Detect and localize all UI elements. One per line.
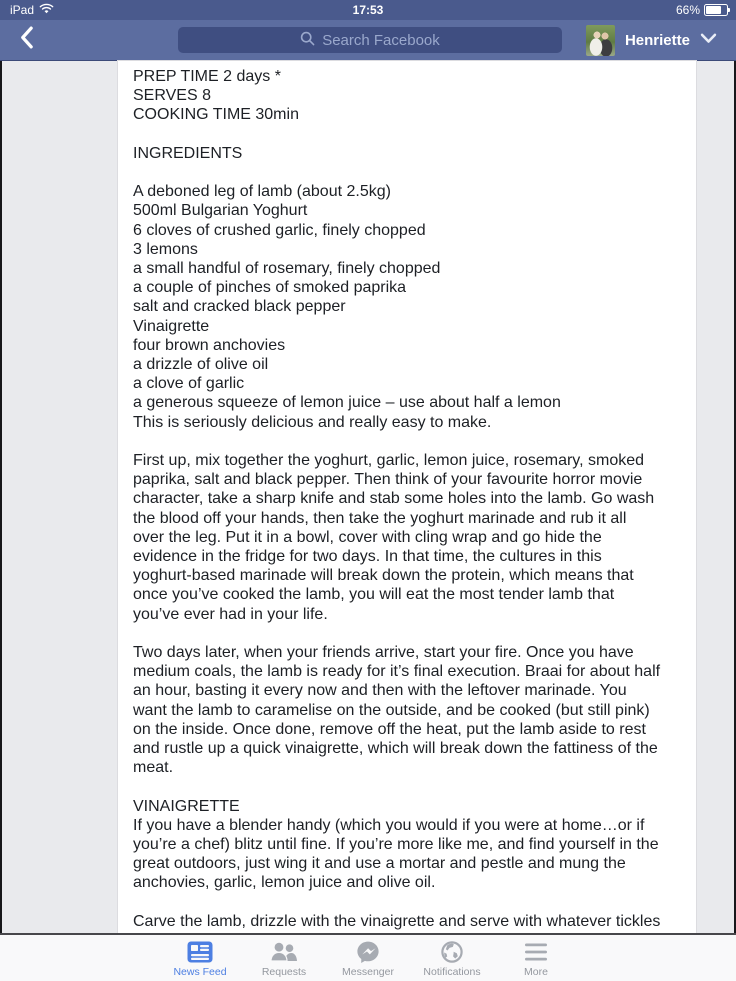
text-line: and rustle up a quick vinaigrette, which will break down the fattiness of the <box>133 740 658 758</box>
text-line: a couple of pinches of smoked paprika <box>133 279 407 297</box>
search-placeholder: Search Facebook <box>322 31 440 49</box>
paragraph <box>133 144 682 163</box>
text-line: COOKING TIME 30min <box>133 106 299 124</box>
battery-percent: 66% <box>675 3 700 17</box>
text-line: a clove of garlic <box>133 375 245 393</box>
text-line: the blood off your hands, then take the yoghurt marinade and rub it all <box>133 509 627 527</box>
text-line: If you have a blender handy (which you would if you were at home…or if <box>133 816 645 834</box>
text-line: you’ve ever had in your life. <box>133 605 328 623</box>
tab-label: Requests <box>261 966 307 978</box>
text-line: you’re a chef) blitz until fine. If you’re more like me, and find yourself in the <box>133 836 659 854</box>
chevron-down-icon <box>700 31 717 49</box>
clock: 17:53 <box>352 3 384 17</box>
text-line: This is seriously delicious and really easy to make. <box>133 413 492 431</box>
search-input[interactable] <box>178 27 562 53</box>
newsfeed-icon <box>158 940 242 964</box>
tab-requests[interactable] <box>242 940 326 978</box>
text-line: SERVES 8 <box>133 87 211 105</box>
friends-icon <box>242 940 326 964</box>
text-line: A deboned leg of lamb (about 2.5kg) <box>133 183 391 201</box>
globe-icon <box>410 940 494 964</box>
text-line: meat. <box>133 759 174 777</box>
paragraph <box>133 182 682 432</box>
text-line: yoghurt-based marinade will break down the protein, which means that <box>133 567 634 585</box>
text-line: 6 cloves of crushed garlic, finely chopped <box>133 221 426 239</box>
recipe-page[interactable] <box>118 61 696 933</box>
messenger-icon <box>326 940 410 964</box>
text-line: a generous squeeze of lemon juice – use about half a lemon <box>133 394 561 412</box>
hamburger-icon <box>494 940 578 964</box>
profile-menu-button[interactable] <box>694 26 722 54</box>
tab-messenger[interactable] <box>326 940 410 978</box>
paragraph <box>133 451 682 624</box>
text-line: an hour, basting it every now and then with the leftover marinade. You <box>133 682 627 700</box>
avatar <box>586 25 615 56</box>
text-line: great outdoors, just wing it and use a mortar and pestle and mung the <box>133 855 626 873</box>
paragraph <box>133 67 682 125</box>
text-line: want the lamb to caramelise on the outside, and be cooked (but still pink) <box>133 701 650 719</box>
profile-name: Henriette <box>624 31 690 49</box>
text-line: a drizzle of olive oil <box>133 356 269 374</box>
paragraph <box>133 643 682 777</box>
tab-label: More <box>524 966 548 978</box>
text-line: Two days later, when your friends arrive, start your fire. Once you have <box>133 644 634 662</box>
tab-more[interactable] <box>494 940 578 978</box>
text-line: Vinaigrette <box>133 317 210 335</box>
text-line: four brown anchovies <box>133 336 286 354</box>
tab-label: Notifications <box>423 966 481 978</box>
search-icon <box>300 31 315 50</box>
battery-icon <box>704 4 728 16</box>
tab-label: Messenger <box>342 966 394 978</box>
profile-button[interactable] <box>586 20 690 60</box>
photo-left-edge <box>0 61 2 933</box>
text-line: over the leg. Put it in a bowl, cover with cling wrap and go hide the <box>133 528 602 546</box>
text-line: PREP TIME 2 days * <box>133 68 281 85</box>
text-line: on the inside. Once done, remove off the heat, put the lamb aside to rest <box>133 720 646 738</box>
text-line: paprika, salt and black pepper. Then think of your favourite horror movie <box>133 471 643 489</box>
text-line: Carve the lamb, drizzle with the vinaigrette and serve with whatever tickles <box>133 912 661 930</box>
paragraph <box>133 797 682 893</box>
text-line: evidence in the fridge for two days. In that time, the cultures in this <box>133 548 602 566</box>
text-line: medium coals, the lamb is ready for it’s final execution. Braai for about half <box>133 663 661 681</box>
text-line: character, take a sharp knife and stab some holes into the lamb. Go wash <box>133 490 655 508</box>
text-line: VINAIGRETTE <box>133 797 240 815</box>
facebook-nav-bar <box>0 20 736 61</box>
tab-label: News Feed <box>173 966 227 978</box>
text-line: a small handful of rosemary, finely chopped <box>133 260 441 277</box>
tab-bar <box>0 933 736 981</box>
status-bar <box>0 0 736 20</box>
text-line: 3 lemons <box>133 240 198 258</box>
text-line: First up, mix together the yoghurt, garlic, lemon juice, rosemary, smoked <box>133 452 645 470</box>
back-button[interactable] <box>12 26 40 54</box>
text-line: INGREDIENTS <box>133 144 243 162</box>
text-line: anchovies, garlic, lemon juice and olive oil. <box>133 874 436 892</box>
photo-viewer[interactable] <box>0 61 736 933</box>
tab-notifications[interactable] <box>410 940 494 978</box>
chevron-left-icon <box>19 25 34 55</box>
text-line: salt and cracked black pepper <box>133 298 346 316</box>
device-label: iPad <box>10 3 35 17</box>
text-line: once you’ve cooked the lamb, you will eat the most tender lamb that <box>133 586 615 604</box>
text-line: 500ml Bulgarian Yoghurt <box>133 202 308 220</box>
tab-news-feed[interactable] <box>158 940 242 978</box>
